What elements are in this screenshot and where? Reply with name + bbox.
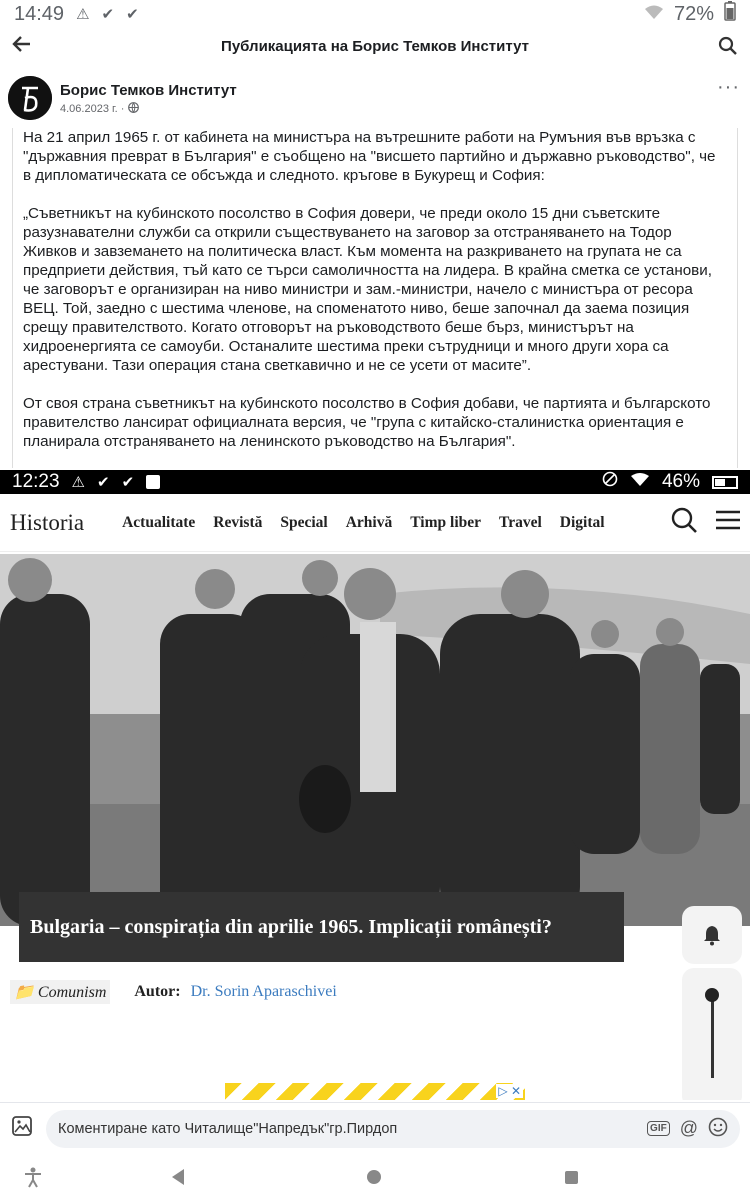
notification-icon xyxy=(146,475,160,489)
comment-placeholder: Коментиране като Читалище"Напредък"гр.Пирдоп xyxy=(58,1120,398,1137)
comment-input[interactable] xyxy=(46,1110,740,1148)
search-icon[interactable] xyxy=(706,36,750,56)
embedded-status-time: 12:23 xyxy=(12,471,60,492)
home-icon[interactable] xyxy=(367,1170,381,1184)
page-title: Публикацията на Борис Темков Институт xyxy=(221,37,529,55)
embedded-battery-percent: 46% xyxy=(661,471,700,492)
article-photo xyxy=(0,554,750,926)
historia-logo[interactable]: Historia xyxy=(10,509,85,535)
page-name[interactable]: Борис Темков Институт xyxy=(60,82,237,99)
accessibility-icon[interactable] xyxy=(22,1166,44,1193)
nav-link[interactable]: Travel xyxy=(499,513,542,531)
post-date-text: 4.06.2023 г. · xyxy=(60,103,125,115)
category-label: Comunism xyxy=(37,984,107,1001)
photo-icon[interactable] xyxy=(10,1114,34,1143)
nav-link[interactable]: Actualitate xyxy=(122,513,196,531)
post-paragraph: От своя страна съветникът на кубинското посолство в София добави, че партията и българското правителство лансират официалната версия, че "група с китайско-сталинистка ориентация е планирала отстраняването на ленинското ръководство на България". xyxy=(23,395,711,450)
mention-icon[interactable]: @ xyxy=(679,1118,698,1138)
volume-slider[interactable] xyxy=(682,968,742,1100)
page-avatar[interactable] xyxy=(8,76,52,120)
top-bar xyxy=(0,28,750,64)
emoji-icon[interactable] xyxy=(708,1117,728,1141)
folder-icon: 📁 xyxy=(14,984,34,1001)
nav-link[interactable]: Arhivă xyxy=(345,513,393,531)
bell-icon[interactable] xyxy=(682,906,742,964)
category-badge[interactable] xyxy=(10,980,110,1004)
globe-icon xyxy=(128,102,139,116)
author-link[interactable]: Dr. Sorin Aparaschivei xyxy=(190,983,337,1000)
historia-nav xyxy=(0,494,750,552)
ad-close-icon[interactable]: ▷ ✕ xyxy=(498,1084,521,1098)
battery-icon xyxy=(712,476,738,489)
wifi-icon xyxy=(644,3,664,26)
battery-percent: 72% xyxy=(673,2,714,25)
status-time: 14:49 xyxy=(14,2,65,25)
wifi-icon xyxy=(630,471,650,493)
nav-link[interactable]: Digital xyxy=(559,513,605,531)
ad-banner[interactable] xyxy=(225,1083,525,1100)
system-nav-bar xyxy=(0,1154,750,1200)
warning-icon: ⚠ xyxy=(76,6,90,23)
menu-icon[interactable] xyxy=(714,509,742,536)
post-paragraph: „Съветникът на кубинското посолство в София довери, че преди около 15 дни съветските разузнавателни служби са открили съществуването на заговор за отстраняването на Тодор Живков и завземането на политическа власт. Към момента на разкриването на групата не са предприети действия, тъй като се търси самоличността на лидера. В крайна сметка се установи, че заговорът е организиран на ниво министри и зам.-министри, начело с министъра от ресора ВЕЦ. Той, заедно с шестима членове, на споменатото ниво, беше започнал да заема позиция срещу правителството. Когато отговорът на ръководството беше бърз, министърът на хидроенергията се самоуби. Останалите шестима преки сътрудници и много други хора са арестувани. Тази операция стана светкавично и не се усети от масите”. xyxy=(23,205,712,374)
post-text xyxy=(12,128,738,468)
warning-icon: ⚠ xyxy=(71,474,85,491)
more-options-icon[interactable]: ··· xyxy=(717,76,740,98)
historia-menu xyxy=(122,514,670,532)
recents-icon[interactable] xyxy=(565,1171,578,1184)
nav-link[interactable]: Timp liber xyxy=(410,513,481,531)
embedded-screenshot[interactable] xyxy=(0,470,750,1100)
post-date xyxy=(60,102,139,116)
nav-link[interactable]: Special xyxy=(280,513,328,531)
author-label: Autor: xyxy=(134,983,181,1000)
back-icon[interactable] xyxy=(172,1169,184,1185)
search-icon[interactable] xyxy=(670,506,698,539)
dnd-icon xyxy=(602,471,618,493)
article-meta xyxy=(10,980,337,1004)
comment-bar xyxy=(0,1102,750,1154)
slider-track xyxy=(711,998,714,1078)
status-bar xyxy=(0,0,750,28)
back-arrow-icon[interactable] xyxy=(0,33,44,59)
check-icon: ✔ xyxy=(121,474,135,491)
embedded-status-bar xyxy=(0,470,750,494)
battery-icon xyxy=(724,1,736,27)
check-icon: ✔ xyxy=(101,6,115,23)
post-header xyxy=(0,72,750,124)
slider-knob[interactable] xyxy=(705,988,719,1002)
check-icon: ✔ xyxy=(97,474,110,491)
nav-link[interactable]: Revistă xyxy=(213,513,263,531)
check-icon: ✔ xyxy=(126,6,139,23)
article-headline[interactable]: Bulgaria – conspirația din aprilie 1965. Implicații românești? xyxy=(19,892,624,962)
post-paragraph: На 21 април 1965 г. от кабинета на министъра на вътрешните работи на Румъния във връзка с "държавния преврат в България" е съобщено на "висшето партийно и държавно ръководство", че в дипломатическата се обсъжда и следното. кръгове в Букурещ и София: xyxy=(23,129,716,184)
gif-button[interactable]: GIF xyxy=(647,1121,670,1136)
